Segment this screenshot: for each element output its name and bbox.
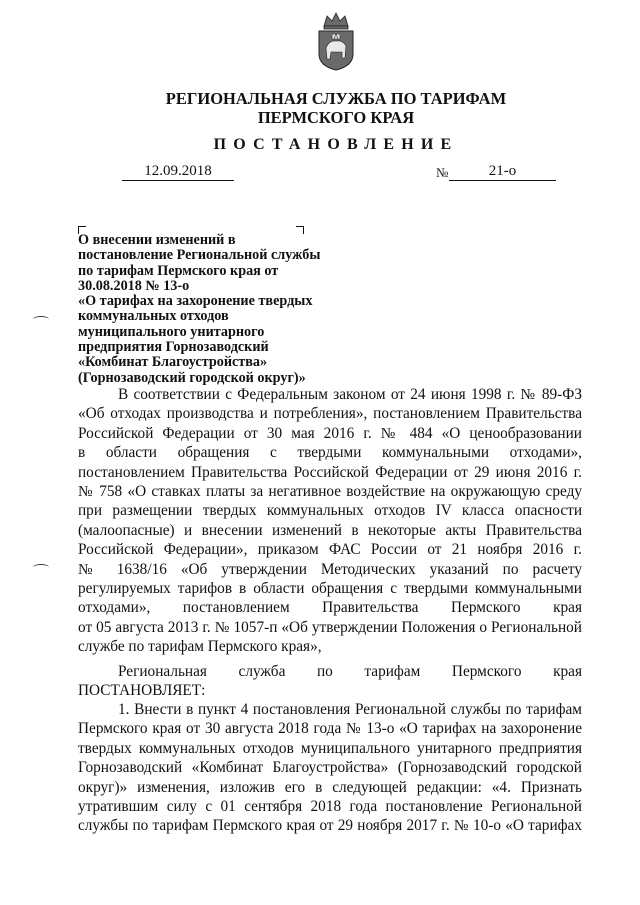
paragraph-line: ПОСТАНОВЛЯЕТ: <box>78 682 206 700</box>
paragraph-line: постановлением Правительства Российской Федерации от 29 июня 2016 г. <box>78 463 582 481</box>
paragraph-line: Горнозаводский «Комбинат Благоустройства» (Горнозаводский городской <box>78 759 582 777</box>
organization-name-line1: РЕГИОНАЛЬНАЯ СЛУЖБА ПО ТАРИФАМ <box>165 89 507 108</box>
paragraph-line: № 758 «О ставках платы за негативное воздействие на окружающую среду <box>78 483 582 501</box>
resolution-paragraph <box>78 662 582 701</box>
subject-line: предприятия Горнозаводский <box>78 339 269 356</box>
paragraph-line: утратившим силу с 01 сентября 2018 года постановление Региональной <box>78 798 582 816</box>
document-type: ПОСТАНОВЛЕНИЕ <box>213 136 459 153</box>
item-1-paragraph <box>78 700 582 836</box>
paragraph-line: «Об отходах производства и потребления», постановлением Правительства <box>78 405 582 423</box>
paragraph-line: твердых коммунальных отходов муниципального унитарного предприятия <box>78 739 582 757</box>
paragraph-line: (малоопасные) и внесении изменений в некоторые акты Правительства <box>78 521 582 539</box>
subject-line: (Горнозаводский городской округ)» <box>78 369 306 386</box>
paragraph-line: отходами», постановлением Правительства Пермского края <box>78 599 582 617</box>
paragraph-line: службе по тарифам Пермского края», <box>78 638 322 656</box>
document-number: 21-о <box>449 163 556 181</box>
paragraph-line: Российской Федерации», приказом ФАС России от 21 ноября 2016 г. <box>78 541 582 559</box>
paragraph-line: от 05 августа 2013 г. № 1057-п «Об утверждении Положения о Региональной <box>78 618 582 636</box>
margin-punch-mark <box>33 316 49 323</box>
margin-punch-mark <box>33 564 49 571</box>
subject-line: постановление Региональной службы <box>78 247 321 264</box>
document-number-label: № <box>436 165 449 180</box>
subject-line: О внесении изменений в <box>78 232 236 248</box>
subject-line: «Комбинат Благоустройства» <box>78 354 268 371</box>
paragraph-line: в области обращения с твердыми коммунальными отходами», <box>78 444 582 462</box>
paragraph-line: регулируемых тарифов в области обращения с твердыми коммунальными <box>78 580 582 598</box>
subject-line: 30.08.2018 № 13-о <box>78 277 190 294</box>
document-date: 12.09.2018 <box>122 163 234 181</box>
paragraph-line: № 1638/16 «Об утверждении Методических указаний по расчету <box>78 560 582 578</box>
paragraph-line: службы по тарифам Пермского края от 29 ноября 2017 г. № 10-о «О тарифах <box>78 817 582 835</box>
perm-krai-coat-of-arms-icon <box>315 10 357 72</box>
paragraph-line: 1. Внести в пункт 4 постановления Региональной службы по тарифам <box>118 701 582 718</box>
paragraph-line: округ)» изменения, изложив его в следующей редакции: «4. Признать <box>78 778 582 796</box>
paragraph-line: при размещении твердых коммунальных отходов IV класса опасности <box>78 502 582 520</box>
paragraph-line: Российской Федерации от 30 мая 2016 г. № 484 «О ценообразовании <box>78 424 582 442</box>
subject-line: коммунальных отходов <box>78 308 229 325</box>
paragraph-line: Пермского края от 30 августа 2018 года № 13-о «О тарифах на захоронение <box>78 720 582 738</box>
paragraph-line: Региональная служба по тарифам Пермского края <box>118 663 582 680</box>
organization-name-line2: ПЕРМСКОГО КРАЯ <box>257 108 415 127</box>
document-subject <box>78 233 348 386</box>
subject-line: «О тарифах на захоронение твердых <box>78 293 313 310</box>
preamble-paragraph <box>78 385 582 657</box>
subject-line: по тарифам Пермского края от <box>78 262 279 279</box>
paragraph-line: В соответствии с Федеральным законом от 24 июня 1998 г. № 89-ФЗ <box>118 386 582 403</box>
subject-line: муниципального унитарного <box>78 323 265 340</box>
